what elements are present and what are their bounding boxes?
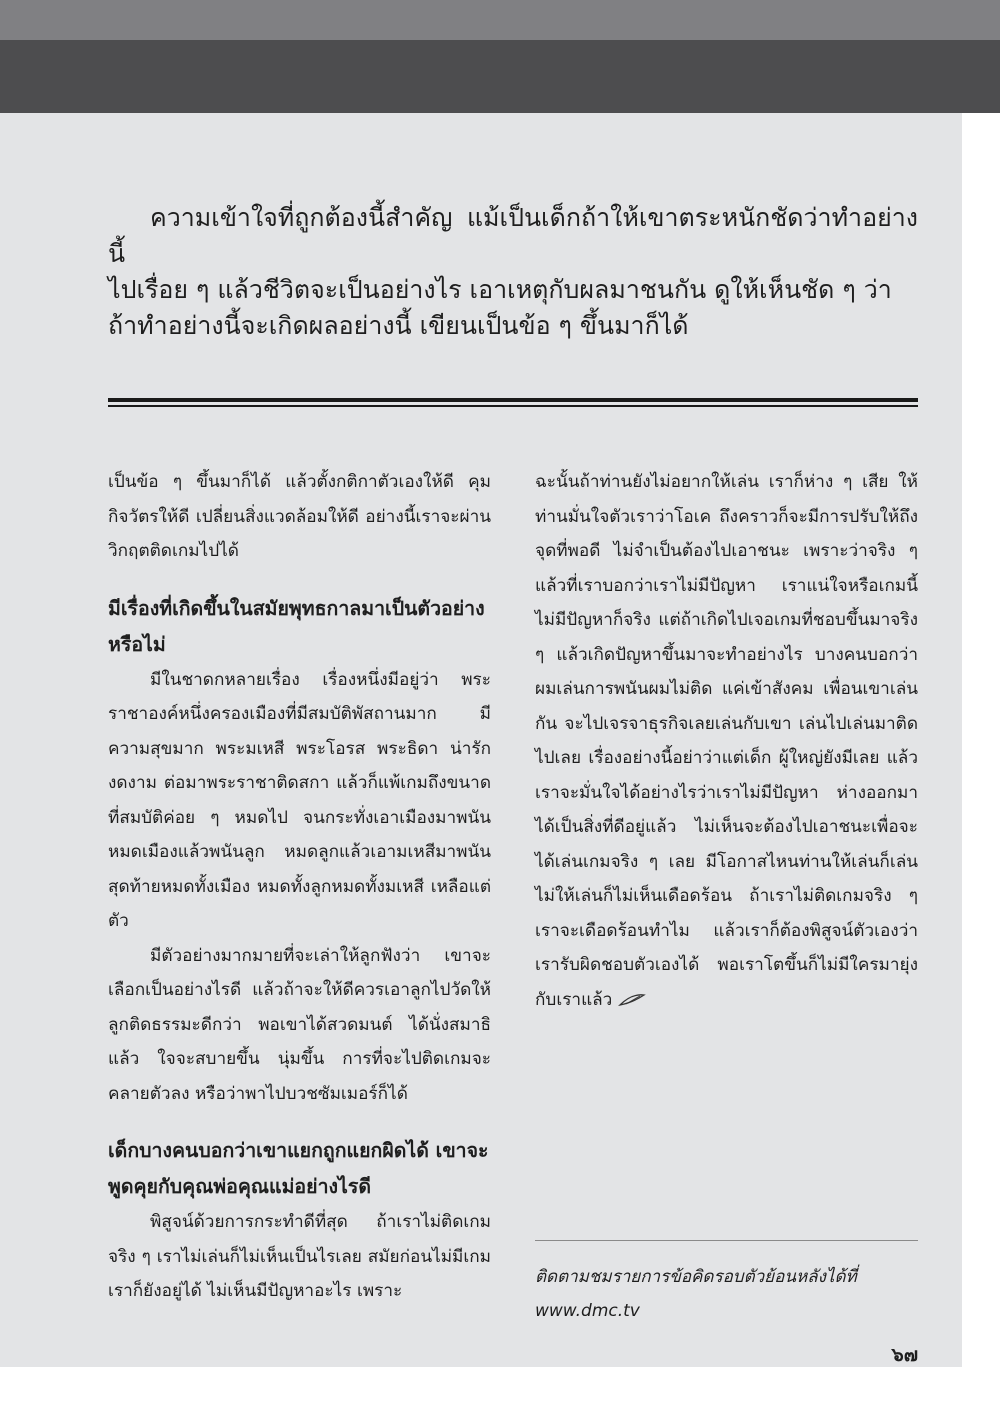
intro-line-3: ถ้าทำอย่างนี้จะเกิดผลอย่างนี้ เขียนเป็นข้อ ๆ ขึ้นมาก็ได้ bbox=[108, 311, 689, 340]
page-number: ๖๗ bbox=[891, 1344, 918, 1366]
question-heading-1: มีเรื่องที่เกิดขึ้นในสมัยพุทธกาลมาเป็นตัวอย่างหรือไม่ bbox=[108, 596, 485, 656]
intro-line-1: ความเข้าใจที่ถูกต้องนี้สำคัญ แม้เป็นเด็กถ้าให้เขาตระหนักชัดว่าทำอย่างนี้ bbox=[108, 203, 918, 268]
section-divider-thick bbox=[108, 398, 918, 402]
note-divider bbox=[535, 1240, 918, 1241]
followup-note bbox=[535, 1260, 918, 1328]
header-band-dark bbox=[0, 40, 1000, 113]
intro-line-2: ไปเรื่อย ๆ แล้วชีวิตจะเป็นอย่างไร เอาเหตุกับผลมาชนกัน ดูให้เห็นชัด ๆ ว่า bbox=[108, 275, 892, 304]
website-link[interactable]: www.dmc.tv bbox=[535, 1301, 640, 1321]
left-paragraph-2: มีในชาดกหลายเรื่อง เรื่องหนึ่งมีอยู่ว่า พระราชาองค์หนึ่งครองเมืองที่มีสมบัติพัสถานมาก มีความสุขมาก พระมเหสี พระโอรส พระธิดา น่ารักงดงาม ต่อมาพระราชาติดสกา แล้วก็แพ้เกมถึงขนาดที่สมบัติค่อย ๆ หมดไป จนกระทั่งเอาเมืองมาพนัน หมดเมืองแล้วพนันลูก หมดลูกแล้วเอามเหสีมาพนัน สุดท้ายหมดทั้งเมือง หมดทั้งลูกหมดทั้งมเหสี เหลือแต่ตัว bbox=[108, 669, 491, 931]
left-column bbox=[108, 465, 491, 1309]
right-paragraph-1 bbox=[535, 465, 918, 1017]
question-heading-2: เด็กบางคนบอกว่าเขาแยกถูกแยกผิดได้ เขาจะพูดคุยกับคุณพ่อคุณแม่อย่างไรดี bbox=[108, 1139, 489, 1198]
section-divider-thin bbox=[108, 405, 918, 407]
header-band-light bbox=[0, 0, 1000, 40]
left-paragraph-4: พิสูจน์ด้วยการกระทำดีที่สุด ถ้าเราไม่ติดเกมจริง ๆ เราไม่เล่นก็ไม่เห็นเป็นไรเลย สมัยก่อนไม่มีเกมเราก็ยังอยู่ได้ ไม่เห็นมีปัญหาอะไร เพราะ bbox=[108, 1212, 491, 1301]
right-column bbox=[535, 465, 918, 1017]
intro-paragraph bbox=[108, 200, 918, 344]
note-line-1: ติดตามชมรายการข้อคิดรอบตัวย้อนหลังได้ที่ bbox=[535, 1267, 857, 1287]
left-paragraph-1: เป็นข้อ ๆ ขึ้นมาก็ได้ แล้วตั้งกติกาตัวเองให้ดี คุมกิจวัตรให้ดี เปลี่ยนสิ่งแวดล้อมให้ดี อย่างนี้เราจะผ่านวิกฤตติดเกมไปได้ bbox=[108, 472, 491, 561]
right-paragraph-text: ฉะนั้นถ้าท่านยังไม่อยากให้เล่น เราก็ห่าง ๆ เสีย ให้ท่านมั่นใจตัวเราว่าโอเค ถึงคราวก็จะมีการปรับให้ถึงจุดที่พอดี ไม่จำเป็นต้องไปเอาชนะ เพราะว่าจริง ๆ แล้วที่เราบอกว่าเราไม่มีปัญหา เราแน่ใจหรือเกมนี้ไม่มีปัญหาก็จริง แต่ถ้าเกิดไปเจอเกมที่ชอบขึ้นมาจริง ๆ แล้วเกิดปัญหาขึ้นมาจะทำอย่างไร บางคนบอกว่า ผมเล่นการพนันผมไม่ติด แค่เข้าสังคม เพื่อนเขาเล่นกัน จะไปเจรจาธุรกิจเลยเล่นกับเขา เล่นไปเล่นมาติดไปเลย เรื่องอย่างนี้อย่าว่าแต่เด็ก ผู้ใหญ่ยังมีเลย แล้วเราจะมั่นใจได้อย่างไรว่าเราไม่มีปัญหา ห่างออกมาได้เป็นสิ่งที่ดีอยู่แล้ว ไม่เห็นจะต้องไปเอาชนะเพื่อจะได้เล่นเกมจริง ๆ เลย มีโอกาสไหนท่านให้เล่นก็เล่น ไม่ให้เล่นก็ไม่เห็นเดือดร้อน ถ้าเราไม่ติดเกมจริง ๆ เราจะเดือดร้อนทำไม แล้วเราก็ต้องพิสูจน์ตัวเองว่า เรารับผิดชอบตัวเองได้ พอเราโตขึ้นก็ไม่มีใครมายุ่งกับเราแล้ว bbox=[535, 472, 918, 1010]
end-mark-icon bbox=[618, 993, 646, 1007]
left-paragraph-3: มีตัวอย่างมากมายที่จะเล่าให้ลูกฟังว่า เขาจะเลือกเป็นอย่างไรดี แล้วถ้าจะให้ดีควรเอาลูกไปวัดให้ลูกติดธรรมะดีกว่า พอเขาได้สวดมนต์ ได้นั่งสมาธิแล้ว ใจจะสบายขึ้น นุ่มขึ้น การที่จะไปติดเกมจะคลายตัวลง หรือว่าพาไปบวชซัมเมอร์ก็ได้ bbox=[108, 945, 491, 1104]
